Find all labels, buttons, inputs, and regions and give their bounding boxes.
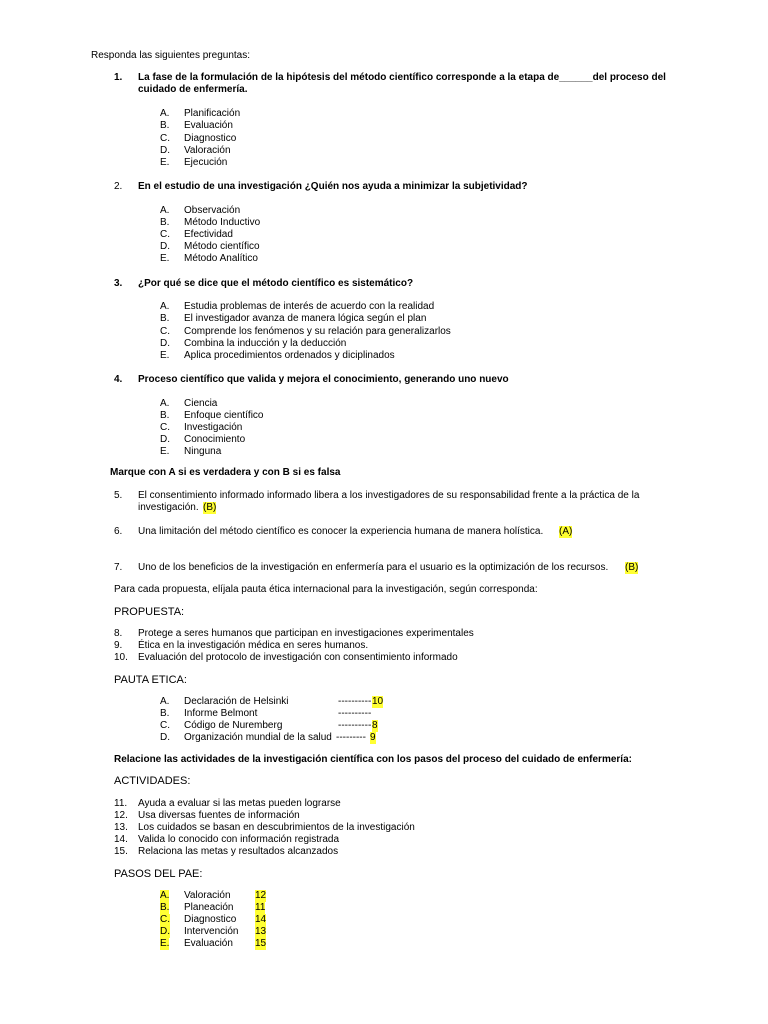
question-number: 7. xyxy=(114,562,123,573)
option-letter: E. xyxy=(160,253,170,264)
option-text: Ciencia xyxy=(184,398,218,409)
intro-text: Responda las siguientes preguntas: xyxy=(91,50,250,61)
section-heading-true-false: Marque con A si es verdadera y con B si es falsa xyxy=(110,467,341,478)
option-text: Enfoque científico xyxy=(184,410,264,421)
propuesta-item: Evaluación del protocolo de investigación con consentimiento informado xyxy=(138,652,458,663)
option-text: Método científico xyxy=(184,241,260,252)
answer-mark: 11 xyxy=(255,902,266,913)
step-text: Valoración xyxy=(184,890,231,901)
dashes: ---------- xyxy=(338,720,372,731)
option-letter: C. xyxy=(160,133,170,144)
answer-mark: 13 xyxy=(255,926,267,937)
option-letter: E. xyxy=(160,350,170,361)
propuesta-label: PROPUESTA: xyxy=(114,606,185,618)
option-text: Valoración xyxy=(184,145,231,156)
pasos-label: PASOS DEL PAE: xyxy=(114,868,203,880)
option-letter: B. xyxy=(160,902,170,913)
option-text: Investigación xyxy=(184,422,243,433)
item-number: 12. xyxy=(114,810,128,821)
dashes: ---------- xyxy=(338,708,372,719)
question-number: 2. xyxy=(114,181,123,192)
step-text: Planeación xyxy=(184,902,234,913)
option-letter: A. xyxy=(160,890,170,901)
item-number: 14. xyxy=(114,834,128,845)
option-letter: C. xyxy=(160,422,170,433)
option-letter: C. xyxy=(160,914,170,925)
step-text: Intervención xyxy=(184,926,239,937)
answer-mark: 12 xyxy=(255,890,267,901)
option-letter: D. xyxy=(160,145,170,156)
question-5-text-cont: investigación. xyxy=(138,502,199,513)
option-text: Diagnostico xyxy=(184,133,237,144)
answer-mark: 10 xyxy=(372,696,384,707)
item-number: 11. xyxy=(114,798,128,809)
answer-mark: 9 xyxy=(370,732,376,743)
question-number: 5. xyxy=(114,490,123,501)
option-text: Efectividad xyxy=(184,229,233,240)
question-number: 3. xyxy=(114,278,123,289)
option-letter: B. xyxy=(160,410,170,421)
option-text: Ejecución xyxy=(184,157,228,168)
item-number: 8. xyxy=(114,628,123,639)
propuesta-item: Protege a seres humanos que participan en investigaciones experimentales xyxy=(138,628,474,639)
section-heading-pae: Relacione las actividades de la investigación científica con los pasos del proceso del cuidado de enfermería: xyxy=(114,754,632,765)
step-text: Evaluación xyxy=(184,938,233,949)
question-1-text-cont: cuidado de enfermería. xyxy=(138,84,248,95)
question-1-text: La fase de la formulación de la hipótesis del método científico corresponde a la etapa de______del proceso del xyxy=(138,72,666,83)
option-letter: D. xyxy=(160,926,170,937)
option-letter: D. xyxy=(160,434,170,445)
option-letter: A. xyxy=(160,205,170,216)
answer-mark: 15 xyxy=(255,938,267,949)
activity-item: Los cuidados se basan en descubrimientos de la investigación xyxy=(138,822,415,833)
option-letter: C. xyxy=(160,720,170,731)
propuesta-item: Ética en la investigación médica en seres humanos. xyxy=(138,640,369,651)
option-letter: C. xyxy=(160,326,170,337)
option-letter: B. xyxy=(160,708,170,719)
answer-mark: (B) xyxy=(203,502,217,513)
dashes: ---------- xyxy=(338,696,372,707)
option-text: Planificación xyxy=(184,108,241,119)
question-6-text: Una limitación del método científico es conocer la experiencia humana de manera holística. xyxy=(138,526,544,537)
option-letter: A. xyxy=(160,696,170,707)
answer-mark: (A) xyxy=(559,526,573,537)
question-4-text: Proceso científico que valida y mejora el conocimiento, generando uno nuevo xyxy=(138,374,509,385)
option-text: Comprende los fenómenos y su relación para generalizarlos xyxy=(184,326,451,337)
question-5-text: El consentimiento informado informado libera a los investigadores de su responsabilidad frente a la práctica de la xyxy=(138,490,640,501)
pauta-text: Informe Belmont xyxy=(184,708,258,719)
option-text: Ninguna xyxy=(184,446,222,457)
answer-mark: 8 xyxy=(372,720,378,731)
option-text: Aplica procedimientos ordenados y diciplinados xyxy=(184,350,395,361)
step-text: Diagnostico xyxy=(184,914,237,925)
item-number: 9. xyxy=(114,640,123,651)
option-letter: D. xyxy=(160,338,170,349)
option-letter: D. xyxy=(160,241,170,252)
item-number: 10. xyxy=(114,652,128,663)
option-text: Método Inductivo xyxy=(184,217,261,228)
question-2-text: En el estudio de una investigación ¿Quién nos ayuda a minimizar la subjetividad? xyxy=(138,181,528,192)
actividades-label: ACTIVIDADES: xyxy=(114,775,191,787)
option-letter: B. xyxy=(160,313,170,324)
question-number: 4. xyxy=(114,374,123,385)
option-letter: E. xyxy=(160,446,170,457)
option-letter: B. xyxy=(160,120,170,131)
activity-item: Usa diversas fuentes de información xyxy=(138,810,300,821)
question-3-text: ¿Por qué se dice que el método científico es sistemático? xyxy=(138,278,414,289)
pauta-label: PAUTA ETICA: xyxy=(114,674,187,686)
pauta-text: Organización mundial de la salud xyxy=(184,732,332,743)
option-letter: A. xyxy=(160,301,170,312)
item-number: 15. xyxy=(114,846,128,857)
option-letter: A. xyxy=(160,398,170,409)
option-letter: E. xyxy=(160,157,170,168)
option-text: Método Analítico xyxy=(184,253,258,264)
option-letter: B. xyxy=(160,217,170,228)
pauta-text: Declaración de Helsinki xyxy=(184,696,289,707)
option-text: Evaluación xyxy=(184,120,233,131)
pauta-text: Código de Nuremberg xyxy=(184,720,283,731)
option-text: Observación xyxy=(184,205,241,216)
ethics-instruction: Para cada propuesta, elíjala pauta ética internacional para la investigación, según corresponda: xyxy=(114,584,538,595)
activity-item: Valida lo conocido con información registrada xyxy=(138,834,340,845)
option-text: Estudia problemas de interés de acuerdo con la realidad xyxy=(184,301,435,312)
item-number: 13. xyxy=(114,822,128,833)
option-letter: A. xyxy=(160,108,170,119)
dashes: --------- xyxy=(336,732,366,743)
activity-item: Relaciona las metas y resultados alcanzados xyxy=(138,846,339,857)
option-letter: D. xyxy=(160,732,170,743)
activity-item: Ayuda a evaluar si las metas pueden lograrse xyxy=(138,798,341,809)
answer-mark: 14 xyxy=(255,914,267,925)
question-number: 6. xyxy=(114,526,123,537)
option-text: Combina la inducción y la deducción xyxy=(184,338,347,349)
option-text: El investigador avanza de manera lógica según el plan xyxy=(184,313,427,324)
option-text: Conocimiento xyxy=(184,434,246,445)
option-letter: C. xyxy=(160,229,170,240)
answer-mark: (B) xyxy=(625,562,639,573)
option-letter: E. xyxy=(160,938,170,949)
question-7-text: Uno de los beneficios de la investigación en enfermería para el usuario es la optimización de los recursos. xyxy=(138,562,609,573)
question-number: 1. xyxy=(114,72,123,83)
